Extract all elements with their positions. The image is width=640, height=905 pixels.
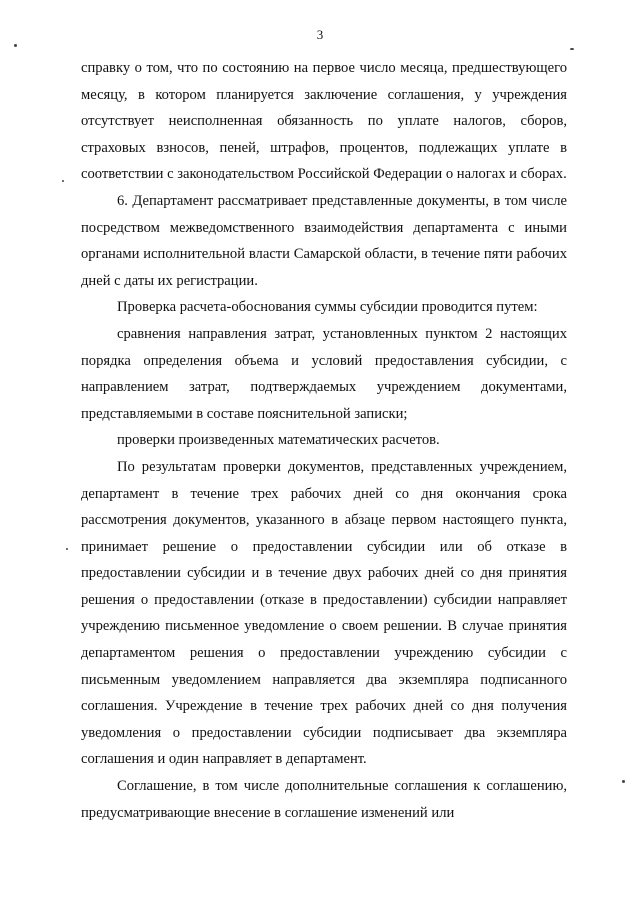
page-number: 3 (316, 27, 324, 42)
paragraph: 6. Департамент рассматривает представленные документы, в том числе посредством межведомственного взаимодействия департамента с иными органами исполнительной власти Самарской области, в течение пяти рабочих дней с даты их регистрации. (81, 192, 567, 289)
paragraph: сравнения направления затрат, установленных пунктом 2 настоящих порядка определения объема и условий предоставления субсидии, с направлением затрат, подтверждаемых учреждением документами, представляемыми в составе пояснительной записки; (81, 325, 567, 422)
paragraph: Соглашение, в том числе дополнительные соглашения к соглашению, предусматривающие внесение в соглашение изменений или (81, 778, 567, 821)
paragraph: По результатам проверки документов, представленных учреждением, департамент в течение трех рабочих дней со дня окончания срока рассмотрения документов, указанного в абзаце первом настоящего пункта, принимает решение о предоставлении субсидии или об отказе в предоставлении субсидии и в течение двух рабочих дней со дня принятия решения о предоставлении (отказе в предоставлении) субсидии направляет учреждению письменное уведомление о своем решении. В случае принятия департаментом решения о предоставлении учреждению субсидии с письменным уведомлением направляется два экземпляра подписанного соглашения. Учреждение в течение трех рабочих дней со дня получения уведомления о предоставлении субсидии подписывает два экземпляра соглашения и один направляет в департамент. (81, 458, 567, 768)
scan-speck (66, 548, 68, 550)
scan-speck (62, 180, 64, 182)
paragraph: справку о том, что по состоянию на первое число месяца, предшествующего месяцу, в котором планируется заключение соглашения, у учреждения отсутствует неисполненная обязанность по уплате налогов, сборов, страховых взносов, пеней, штрафов, процентов, подлежащих уплате в соответствии с законодательством Российской Федерации о налогах и сборах. (81, 60, 567, 183)
scan-speck (622, 780, 625, 783)
paragraph: Проверка расчета-обоснования суммы субсидии проводится путем: (117, 299, 538, 316)
document-body (81, 55, 567, 826)
scan-speck (570, 48, 574, 50)
paragraph: проверки произведенных математических расчетов. (117, 432, 440, 449)
scan-speck (14, 44, 17, 47)
